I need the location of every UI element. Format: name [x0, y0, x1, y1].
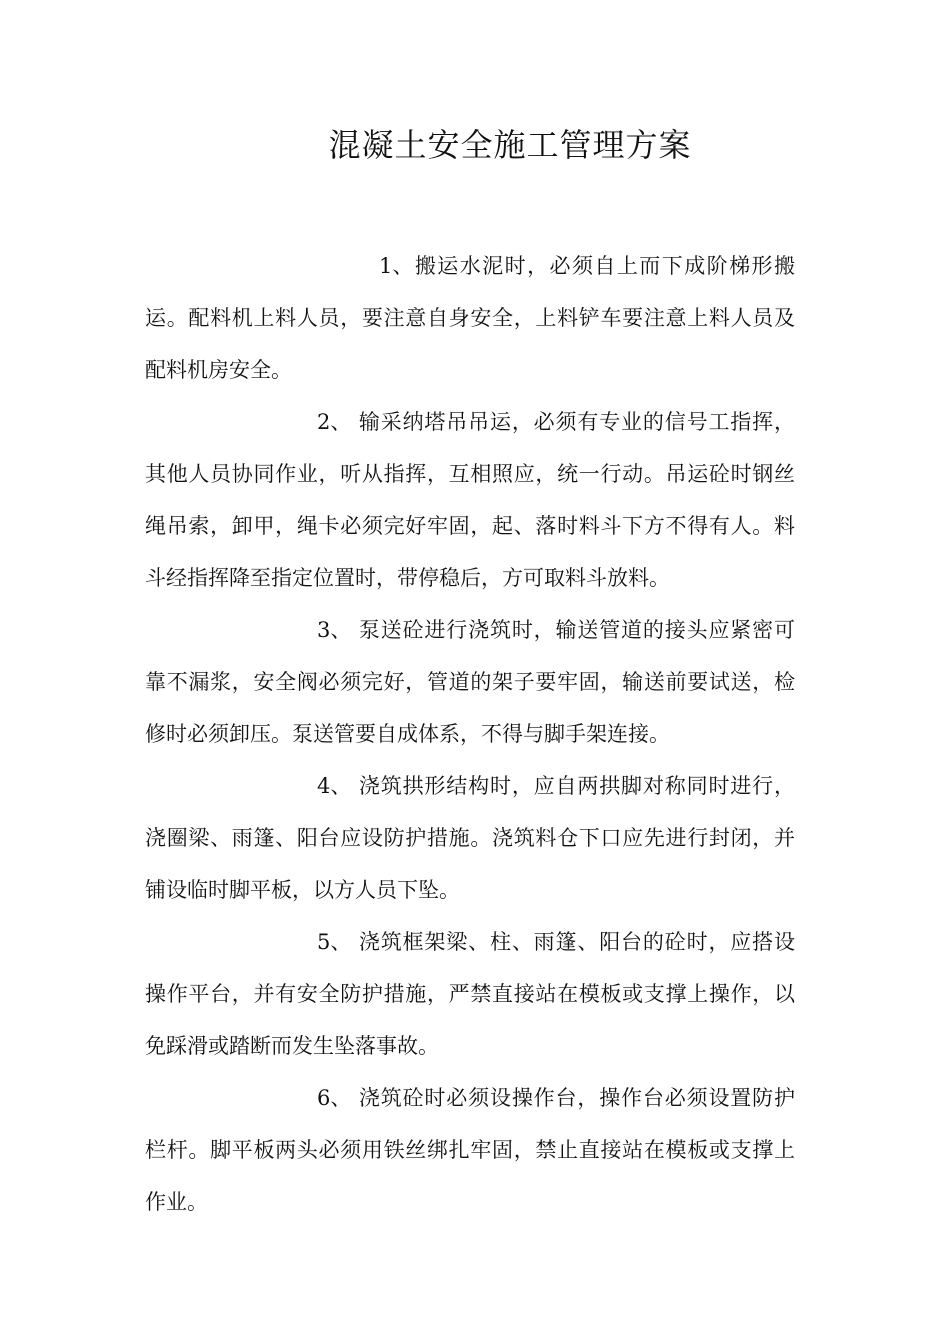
paragraph-number: 1、 [379, 254, 414, 278]
paragraph-6 [145, 1072, 795, 1228]
paragraph-text: 浇筑框架梁、柱、雨篷、阳台的砼时，应搭设操作平台，并有安全防护措施，严禁直接站在模板或支撑上操作，以免踩滑或踏断而发生坠落事故。 [145, 930, 795, 1058]
paragraph-text: 搬运水泥时，必须自上而下成阶梯形搬运。配料机上料人员，要注意自身安全，上料铲车要注意上料人员及配料机房安全。 [145, 254, 795, 382]
paragraph-text: 泵送砼进行浇筑时，输送管道的接头应紧密可靠不漏浆，安全阀必须完好，管道的架子要牢固，输送前要试送，检修时必须卸压。泵送管要自成体系，不得与脚手架连接。 [145, 618, 795, 746]
paragraph-1 [145, 240, 795, 396]
paragraph-2 [145, 396, 795, 604]
paragraph-4 [145, 760, 795, 916]
document-body [145, 240, 795, 1228]
paragraph-text: 浇筑砼时必须设操作台，操作台必须设置防护栏杆。脚平板两头必须用铁丝绑扎牢固，禁止直接站在模板或支撑上作业。 [145, 1086, 795, 1214]
paragraph-number: 2、 [317, 410, 352, 434]
paragraph-5 [145, 916, 795, 1072]
paragraph-3 [145, 604, 795, 760]
paragraph-number: 5、 [317, 930, 352, 954]
document-title: 混凝土安全施工管理方案 [328, 126, 692, 164]
paragraph-number: 4、 [317, 774, 352, 798]
paragraph-text: 浇筑拱形结构时，应自两拱脚对称同时进行，浇圈梁、雨篷、阳台应设防护措施。浇筑料仓下口应先进行封闭，并铺设临时脚平板，以方人员下坠。 [145, 774, 795, 902]
paragraph-text: 输采纳塔吊吊运，必须有专业的信号工指挥，其他人员协同作业，听从指挥，互相照应，统一行动。吊运砼时钢丝绳吊索，卸甲，绳卡必须完好牢固，起、落时料斗下方不得有人。料斗经指挥降至指定位置时，带停稳后，方可取料斗放料。 [145, 410, 795, 590]
paragraph-number: 3、 [317, 618, 352, 642]
paragraph-number: 6、 [317, 1086, 352, 1110]
